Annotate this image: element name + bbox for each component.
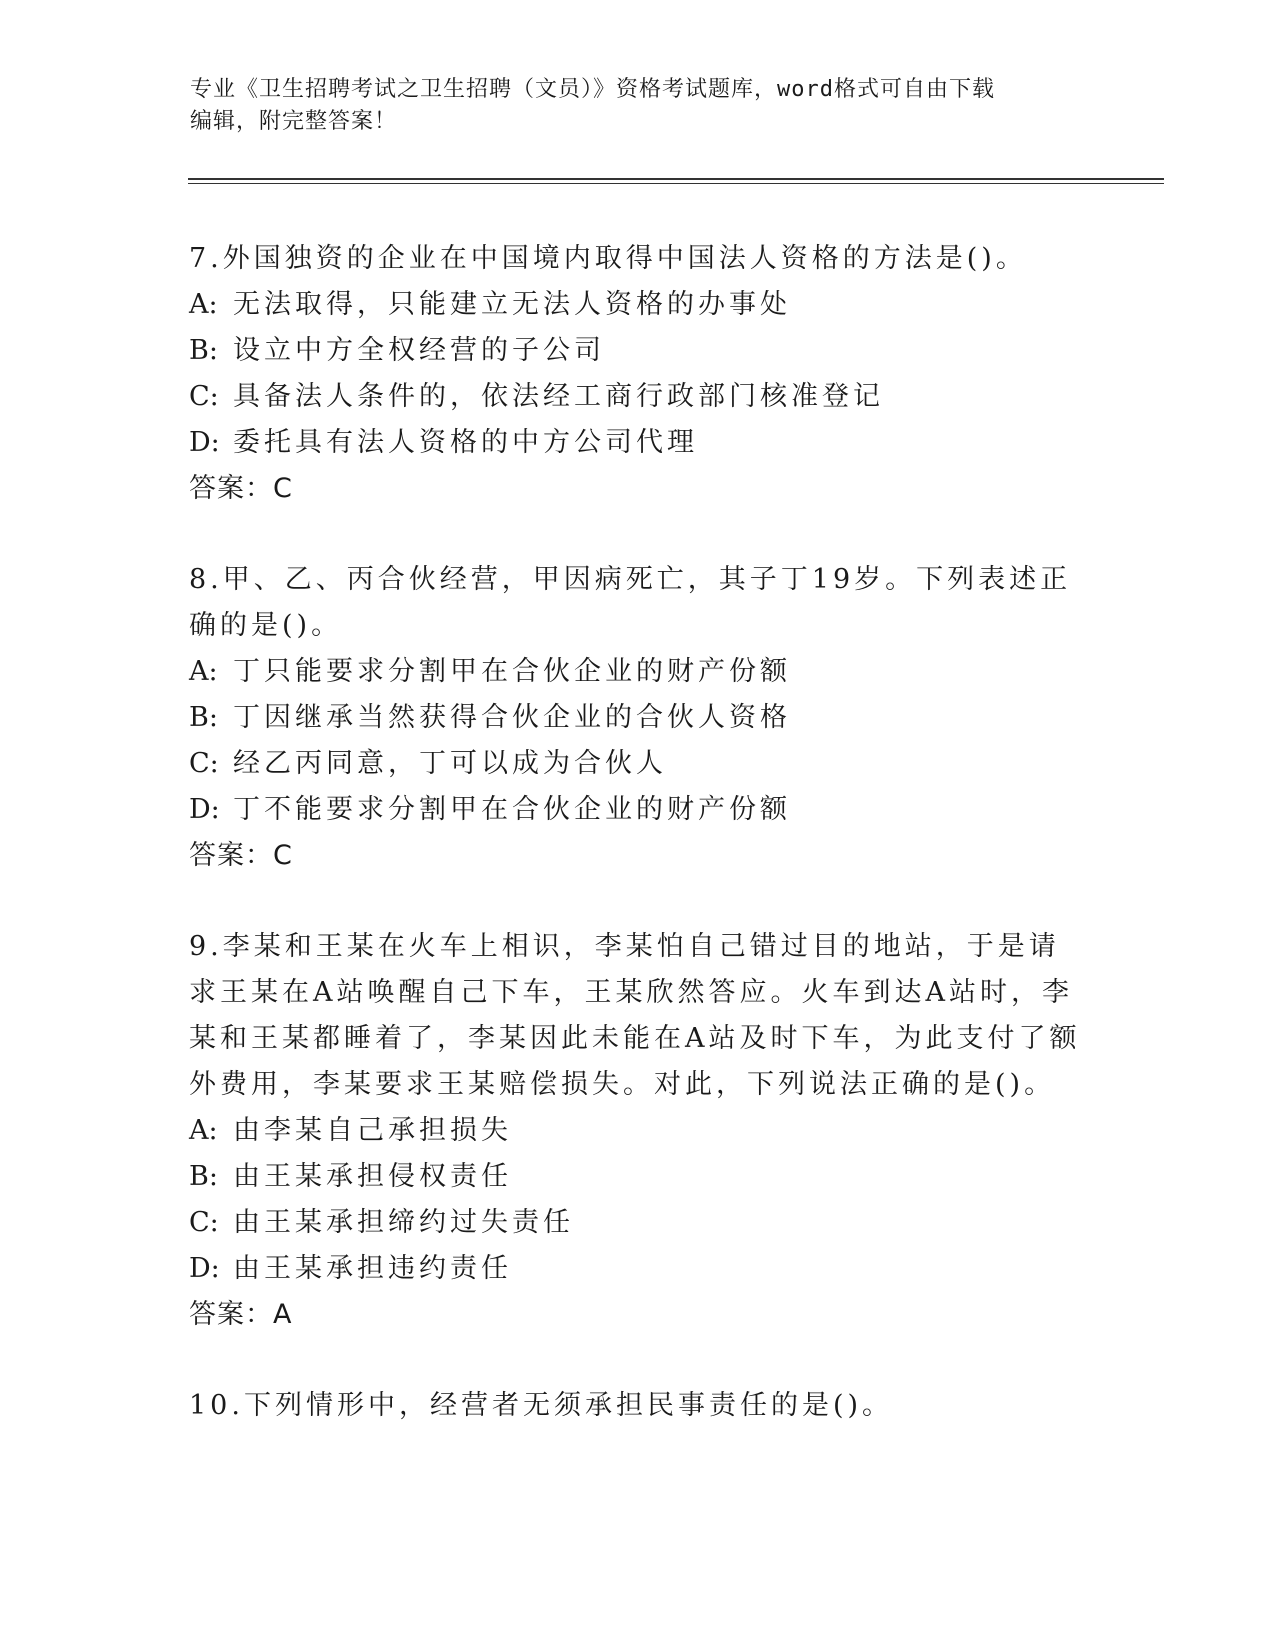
question-7 [189,236,1089,512]
answer-line: 答案：C [189,473,293,504]
option-text: 由王某承担违约责任 [233,1253,512,1284]
header-line-2: 编辑，附完整答案！ [190,109,398,134]
option-letter: C: [189,381,219,412]
option-text: 具备法人条件的，依法经工商行政部门核准登记 [233,381,884,412]
answer-line: 答案：C [189,840,293,871]
option-letter: A: [189,1115,218,1146]
header-divider-thick [188,178,1164,180]
question-text: 8.甲、乙、丙合伙经营，甲因病死亡，其子丁19岁。下列表述正确的是()。 [189,564,1072,641]
question-text: 9.李某和王某在火车上相识，李某怕自己错过目的地站，于是请求王某在A站唤醒自己下车，王某欣然答应。火车到达A站时，李某和王某都睡着了，李某因此未能在A站及时下车，为此支付了额外费用，李某要求王某赔偿损失。对此，下列说法正确的是()。 [189,931,1081,1100]
option-text: 经乙丙同意，丁可以成为合伙人 [233,748,667,779]
header-line-1: 专业《卫生招聘考试之卫生招聘（文员）》资格考试题库，word格式可自由下载 [190,77,995,102]
option-text: 丁因继承当然获得合伙企业的合伙人资格 [233,702,791,733]
option-d [189,787,1089,833]
option-c [189,741,1089,787]
option-letter: B: [189,702,218,733]
question-list [189,236,1089,1474]
option-c [189,1200,1089,1246]
option-text: 丁不能要求分割甲在合伙企业的财产份额 [233,794,791,825]
option-b [189,695,1089,741]
option-letter: B: [189,1161,218,1192]
option-letter: D: [189,794,220,825]
question-text: 10.下列情形中，经营者无须承担民事责任的是()。 [189,1390,894,1421]
option-letter: D: [189,427,220,458]
option-a [189,649,1089,695]
option-text: 委托具有法人资格的中方公司代理 [233,427,698,458]
option-c [189,374,1089,420]
option-d [189,1246,1089,1292]
question-8 [189,557,1089,879]
option-letter: D: [189,1253,220,1284]
option-text: 丁只能要求分割甲在合伙企业的财产份额 [233,656,791,687]
option-a [189,1108,1089,1154]
option-letter: A: [189,289,218,320]
option-text: 由李某自己承担损失 [233,1115,512,1146]
option-text: 设立中方全权经营的子公司 [233,335,605,366]
header-divider-thin [188,183,1164,184]
option-text: 无法取得，只能建立无法人资格的办事处 [233,289,791,320]
option-letter: C: [189,1207,219,1238]
option-b [189,1154,1089,1200]
option-letter: A: [189,656,218,687]
option-text: 由王某承担缔约过失责任 [233,1207,574,1238]
document-header [190,74,1090,138]
question-9 [189,924,1089,1338]
option-letter: B: [189,335,218,366]
option-b [189,328,1089,374]
question-text: 7.外国独资的企业在中国境内取得中国法人资格的方法是()。 [189,243,1027,274]
option-letter: C: [189,748,219,779]
option-a [189,282,1089,328]
question-10 [189,1383,1089,1429]
answer-line: 答案：A [189,1299,293,1330]
option-d [189,420,1089,466]
option-text: 由王某承担侵权责任 [233,1161,512,1192]
